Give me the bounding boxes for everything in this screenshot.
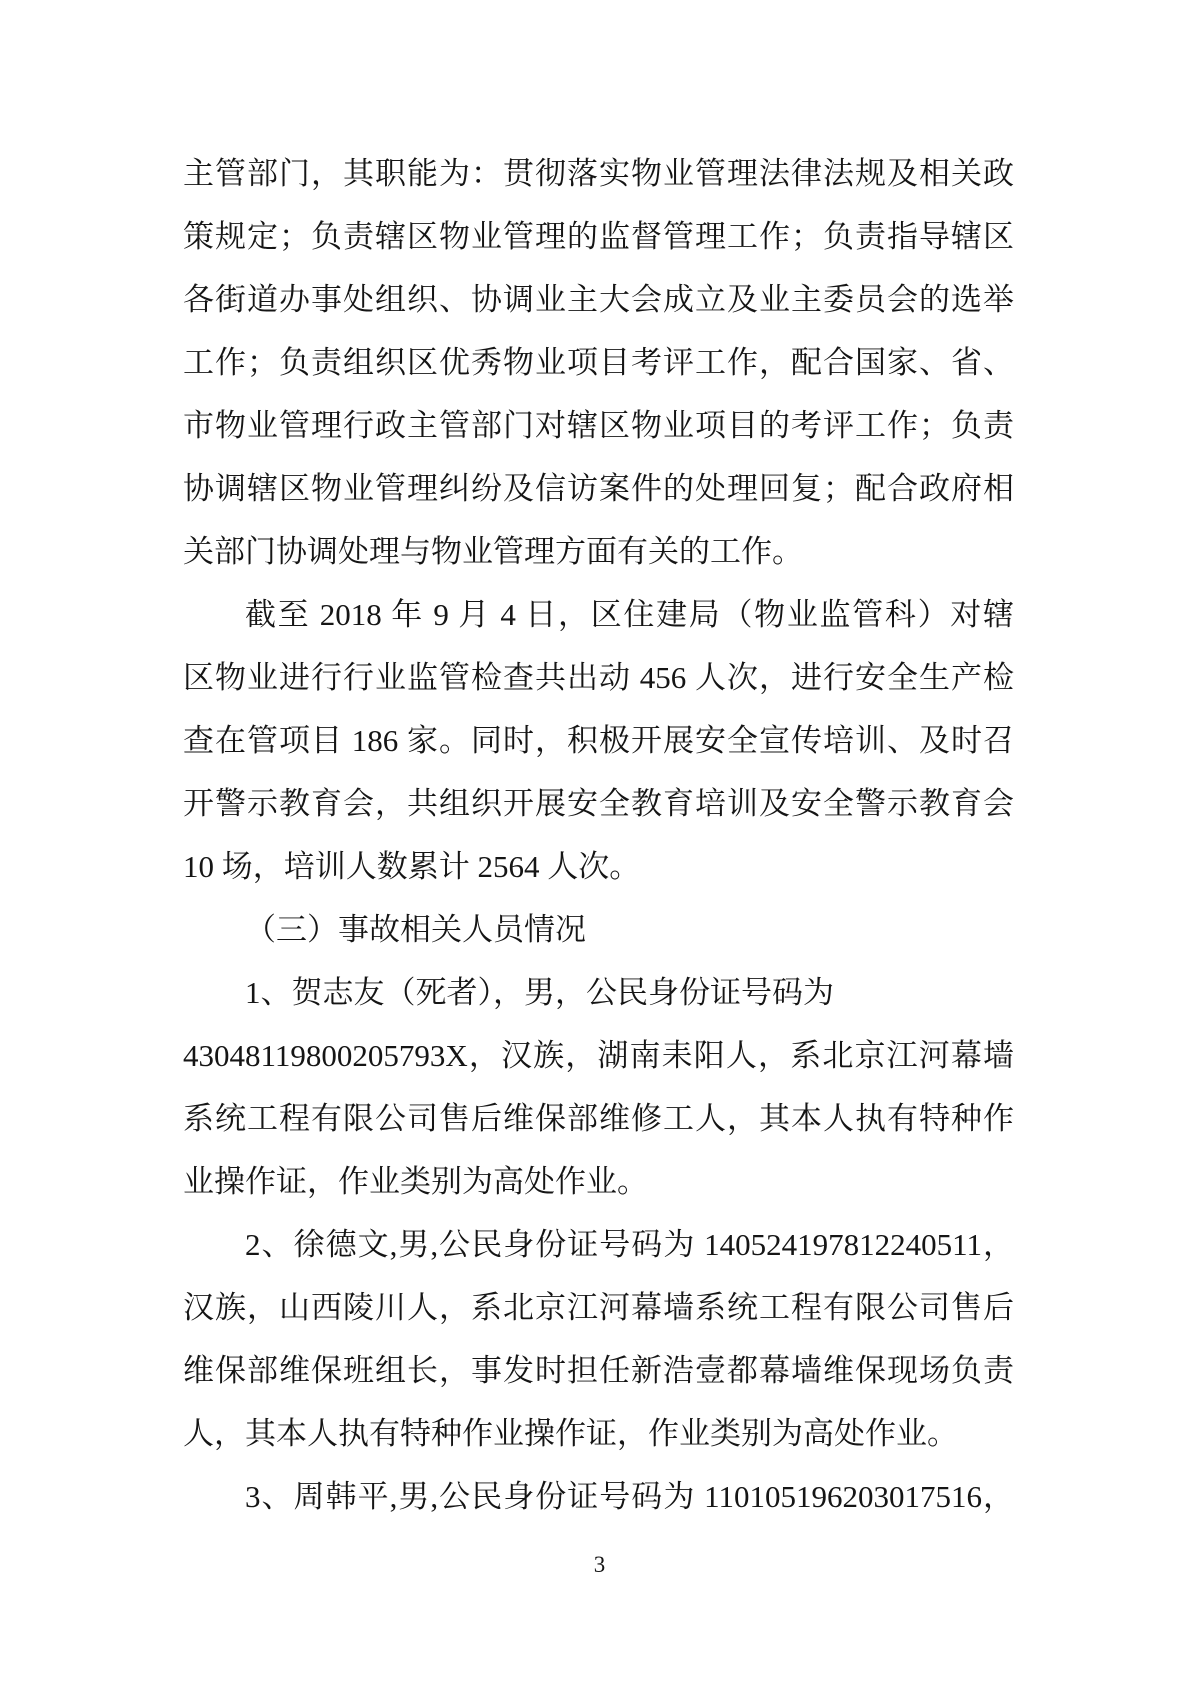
text-line: 3、周韩平,男,公民身份证号码为 110105196203017516， xyxy=(245,1479,1014,1514)
text-line: 区物业进行行业监管检查共出动 456 人次，进行安全生产检 xyxy=(183,660,1014,695)
text-line: 工作；负责组织区优秀物业项目考评工作，配合国家、省、 xyxy=(183,345,1014,380)
text-line: 查在管项目 186 家。同时，积极开展安全宣传培训、及时召 xyxy=(183,723,1014,758)
text-line: （三）事故相关人员情况 xyxy=(245,912,586,947)
text-line: 业操作证，作业类别为高处作业。 xyxy=(183,1164,648,1199)
text-line: 43048119800205793X，汉族，湖南耒阳人，系北京江河幕墙 xyxy=(183,1038,1014,1073)
text-line: 1、贺志友（死者），男，公民身份证号码为 xyxy=(245,975,834,1010)
text-line: 协调辖区物业管理纠纷及信访案件的处理回复；配合政府相 xyxy=(183,471,1014,506)
text-line: 开警示教育会，共组织开展安全教育培训及安全警示教育会 xyxy=(183,786,1014,821)
text-line: 汉族，山西陵川人，系北京江河幕墙系统工程有限公司售后 xyxy=(183,1290,1014,1325)
text-line: 人，其本人执有特种作业操作证，作业类别为高处作业。 xyxy=(183,1416,958,1451)
document-body xyxy=(183,142,1014,1528)
text-line: 策规定；负责辖区物业管理的监督管理工作；负责指导辖区 xyxy=(183,219,1014,254)
text-line: 主管部门，其职能为：贯彻落实物业管理法律法规及相关政 xyxy=(183,156,1014,191)
text-line: 维保部维保班组长，事发时担任新浩壹都幕墙维保现场负责 xyxy=(183,1353,1014,1388)
text-line: 各街道办事处组织、协调业主大会成立及业主委员会的选举 xyxy=(183,282,1014,317)
text-line: 2、徐德文,男,公民身份证号码为 140524197812240511， xyxy=(245,1227,1014,1262)
page-number: 3 xyxy=(593,1552,606,1577)
text-line: 市物业管理行政主管部门对辖区物业项目的考评工作；负责 xyxy=(183,408,1014,443)
text-line: 10 场，培训人数累计 2564 人次。 xyxy=(183,849,641,884)
text-line: 截至 2018 年 9 月 4 日，区住建局（物业监管科）对辖 xyxy=(245,597,1014,632)
text-line: 关部门协调处理与物业管理方面有关的工作。 xyxy=(183,534,803,569)
text-line: 系统工程有限公司售后维保部维修工人，其本人执有特种作 xyxy=(183,1101,1014,1136)
